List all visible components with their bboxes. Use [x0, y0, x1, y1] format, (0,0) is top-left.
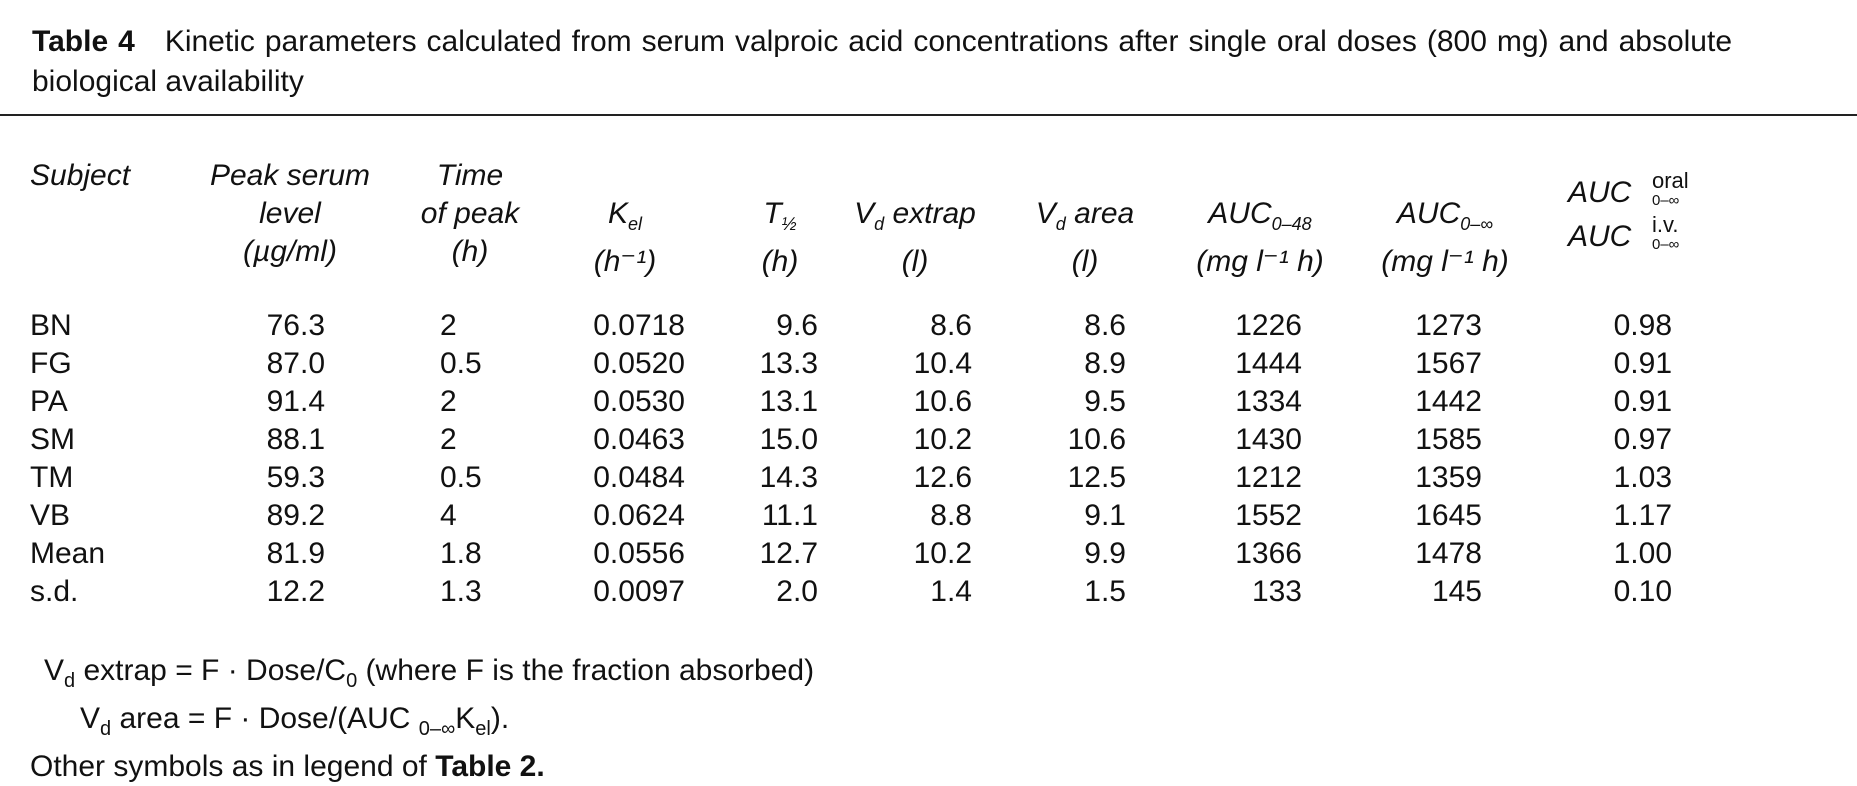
cell-half-life: 14.3 — [759, 461, 818, 494]
cell-time-of-peak: 1.3 — [440, 575, 482, 608]
cell-auc-0-48: 1366 — [1235, 537, 1302, 570]
cell-half-life: 13.3 — [759, 347, 818, 380]
cell-vd-area: 12.5 — [1067, 461, 1126, 494]
cell-kel: 0.0097 — [593, 575, 685, 608]
cell-vd-extrap: 10.6 — [913, 385, 972, 418]
cell-vd-area: 9.1 — [1084, 499, 1126, 532]
footnote-vd-area: $V_d$ area = F · Dose/(AUC $_{0-\infty}K_{el}$). — [80, 702, 510, 740]
cell-subject: TM — [30, 461, 74, 494]
cell-auc-0-inf: 145 — [1431, 575, 1482, 608]
cell-subject: s.d. — [30, 575, 79, 608]
cell-auc-0-inf: 1359 — [1415, 461, 1482, 494]
cell-subject: Mean — [30, 537, 106, 570]
cell-subject: BN — [30, 309, 72, 342]
col-header-half-life: $T_{\frac{1}{2}}$ (h) — [761, 197, 799, 278]
table-2-reference: Table 2. — [435, 750, 545, 783]
cell-vd-area: 9.5 — [1084, 385, 1126, 418]
cell-vd-extrap: 12.6 — [913, 461, 972, 494]
col-header-peak-level: Peak serum level (µg/ml) — [209, 159, 371, 268]
cell-kel: 0.0556 — [593, 537, 685, 570]
table-caption — [32, 22, 1732, 102]
cell-auc-ratio: 0.91 — [1613, 347, 1672, 380]
cell-auc-ratio: 1.17 — [1613, 499, 1672, 532]
cell-vd-extrap: 10.2 — [913, 537, 972, 570]
col-header-kel: $K_{el}$ (h⁻¹) — [593, 197, 657, 278]
cell-auc-0-inf: 1478 — [1415, 537, 1482, 570]
cell-auc-ratio: 0.91 — [1613, 385, 1672, 418]
cell-time-of-peak: 0.5 — [440, 461, 482, 494]
cell-auc-0-48: 1444 — [1235, 347, 1302, 380]
cell-half-life: 9.6 — [776, 309, 818, 342]
cell-auc-0-inf: 1567 — [1415, 347, 1482, 380]
header-rule — [0, 114, 1857, 116]
cell-auc-0-inf: 1442 — [1415, 385, 1482, 418]
cell-kel: 0.0463 — [593, 423, 685, 456]
cell-kel: 0.0520 — [593, 347, 685, 380]
col-header-auc-0-inf: $AUC_{0-\infty}$ (mg l⁻¹ h) — [1381, 197, 1509, 278]
cell-vd-area: 8.6 — [1084, 309, 1126, 342]
footnote-other-symbols: Other symbols as in legend of Table 2. — [30, 750, 545, 783]
cell-vd-extrap: 10.4 — [913, 347, 972, 380]
cell-auc-0-48: 1212 — [1235, 461, 1302, 494]
col-header-vd-area: $V_d$ area (l) — [1035, 197, 1135, 278]
cell-subject: PA — [30, 385, 68, 418]
auc-ratio-denominator: AUC i.v. 0–∞ — [1568, 212, 1680, 253]
cell-kel: 0.0530 — [593, 385, 685, 418]
cell-time-of-peak: 2 — [440, 309, 457, 342]
cell-peak-serum-level: 81.9 — [266, 537, 325, 570]
cell-vd-area: 10.6 — [1067, 423, 1126, 456]
cell-half-life: 12.7 — [759, 537, 818, 570]
table-title: Kinetic parameters calculated from serum valproic acid concentrations after single oral doses (800 mg) and absolute biological availability — [32, 25, 1733, 98]
cell-vd-area: 1.5 — [1084, 575, 1126, 608]
cell-auc-0-48: 133 — [1251, 575, 1302, 608]
cell-auc-ratio: 0.97 — [1613, 423, 1672, 456]
cell-auc-0-inf: 1645 — [1415, 499, 1482, 532]
cell-subject: SM — [30, 423, 75, 456]
cell-vd-extrap: 10.2 — [913, 423, 972, 456]
cell-peak-serum-level: 91.4 — [266, 385, 325, 418]
cell-subject: VB — [30, 499, 71, 532]
cell-vd-extrap: 8.8 — [930, 499, 972, 532]
col-header-subject: Subject — [30, 159, 131, 192]
cell-kel: 0.0624 — [593, 499, 685, 532]
col-header-time-of-peak: Time of peak (h) — [420, 159, 520, 268]
cell-kel: 0.0718 — [593, 309, 685, 342]
cell-auc-0-inf: 1273 — [1415, 309, 1482, 342]
cell-auc-0-48: 1430 — [1235, 423, 1302, 456]
cell-time-of-peak: 0.5 — [440, 347, 482, 380]
cell-time-of-peak: 2 — [440, 423, 457, 456]
cell-auc-ratio: 0.10 — [1613, 575, 1672, 608]
col-header-vd-extrap: $V_d$ extrap (l) — [854, 197, 976, 278]
cell-auc-0-inf: 1585 — [1415, 423, 1482, 456]
cell-half-life: 2.0 — [776, 575, 818, 608]
cell-auc-ratio: 1.03 — [1613, 461, 1672, 494]
cell-auc-0-48: 1226 — [1235, 309, 1302, 342]
cell-kel: 0.0484 — [593, 461, 685, 494]
cell-peak-serum-level: 12.2 — [266, 575, 325, 608]
col-header-auc-0-48: $AUC_{0-48}$ (mg l⁻¹ h) — [1196, 197, 1324, 278]
cell-half-life: 13.1 — [759, 385, 818, 418]
cell-auc-0-48: 1552 — [1235, 499, 1302, 532]
cell-half-life: 15.0 — [759, 423, 818, 456]
cell-auc-ratio: 0.98 — [1613, 309, 1672, 342]
cell-subject: FG — [30, 347, 72, 380]
cell-peak-serum-level: 59.3 — [266, 461, 325, 494]
col-header-auc-ratio — [1550, 170, 1720, 258]
cell-peak-serum-level: 87.0 — [266, 347, 325, 380]
footnote-vd-extrap: $V_d$ extrap = F · Dose/$C_0$ (where F is the fraction absorbed) — [44, 654, 815, 692]
cell-half-life: 11.1 — [761, 499, 818, 532]
cell-vd-area: 8.9 — [1084, 347, 1126, 380]
cell-vd-extrap: 1.4 — [930, 575, 972, 608]
cell-peak-serum-level: 76.3 — [266, 309, 325, 342]
cell-time-of-peak: 1.8 — [440, 537, 482, 570]
cell-peak-serum-level: 88.1 — [266, 423, 325, 456]
cell-peak-serum-level: 89.2 — [266, 499, 325, 532]
cell-time-of-peak: 4 — [440, 499, 457, 532]
cell-auc-0-48: 1334 — [1235, 385, 1302, 418]
table-number: Table 4 — [32, 25, 135, 58]
table-footnotes — [30, 652, 814, 786]
cell-time-of-peak: 2 — [440, 385, 457, 418]
cell-vd-extrap: 8.6 — [930, 309, 972, 342]
auc-ratio-numerator: AUC oral 0–∞ — [1568, 168, 1689, 209]
cell-auc-ratio: 1.00 — [1613, 537, 1672, 570]
cell-vd-area: 9.9 — [1084, 537, 1126, 570]
